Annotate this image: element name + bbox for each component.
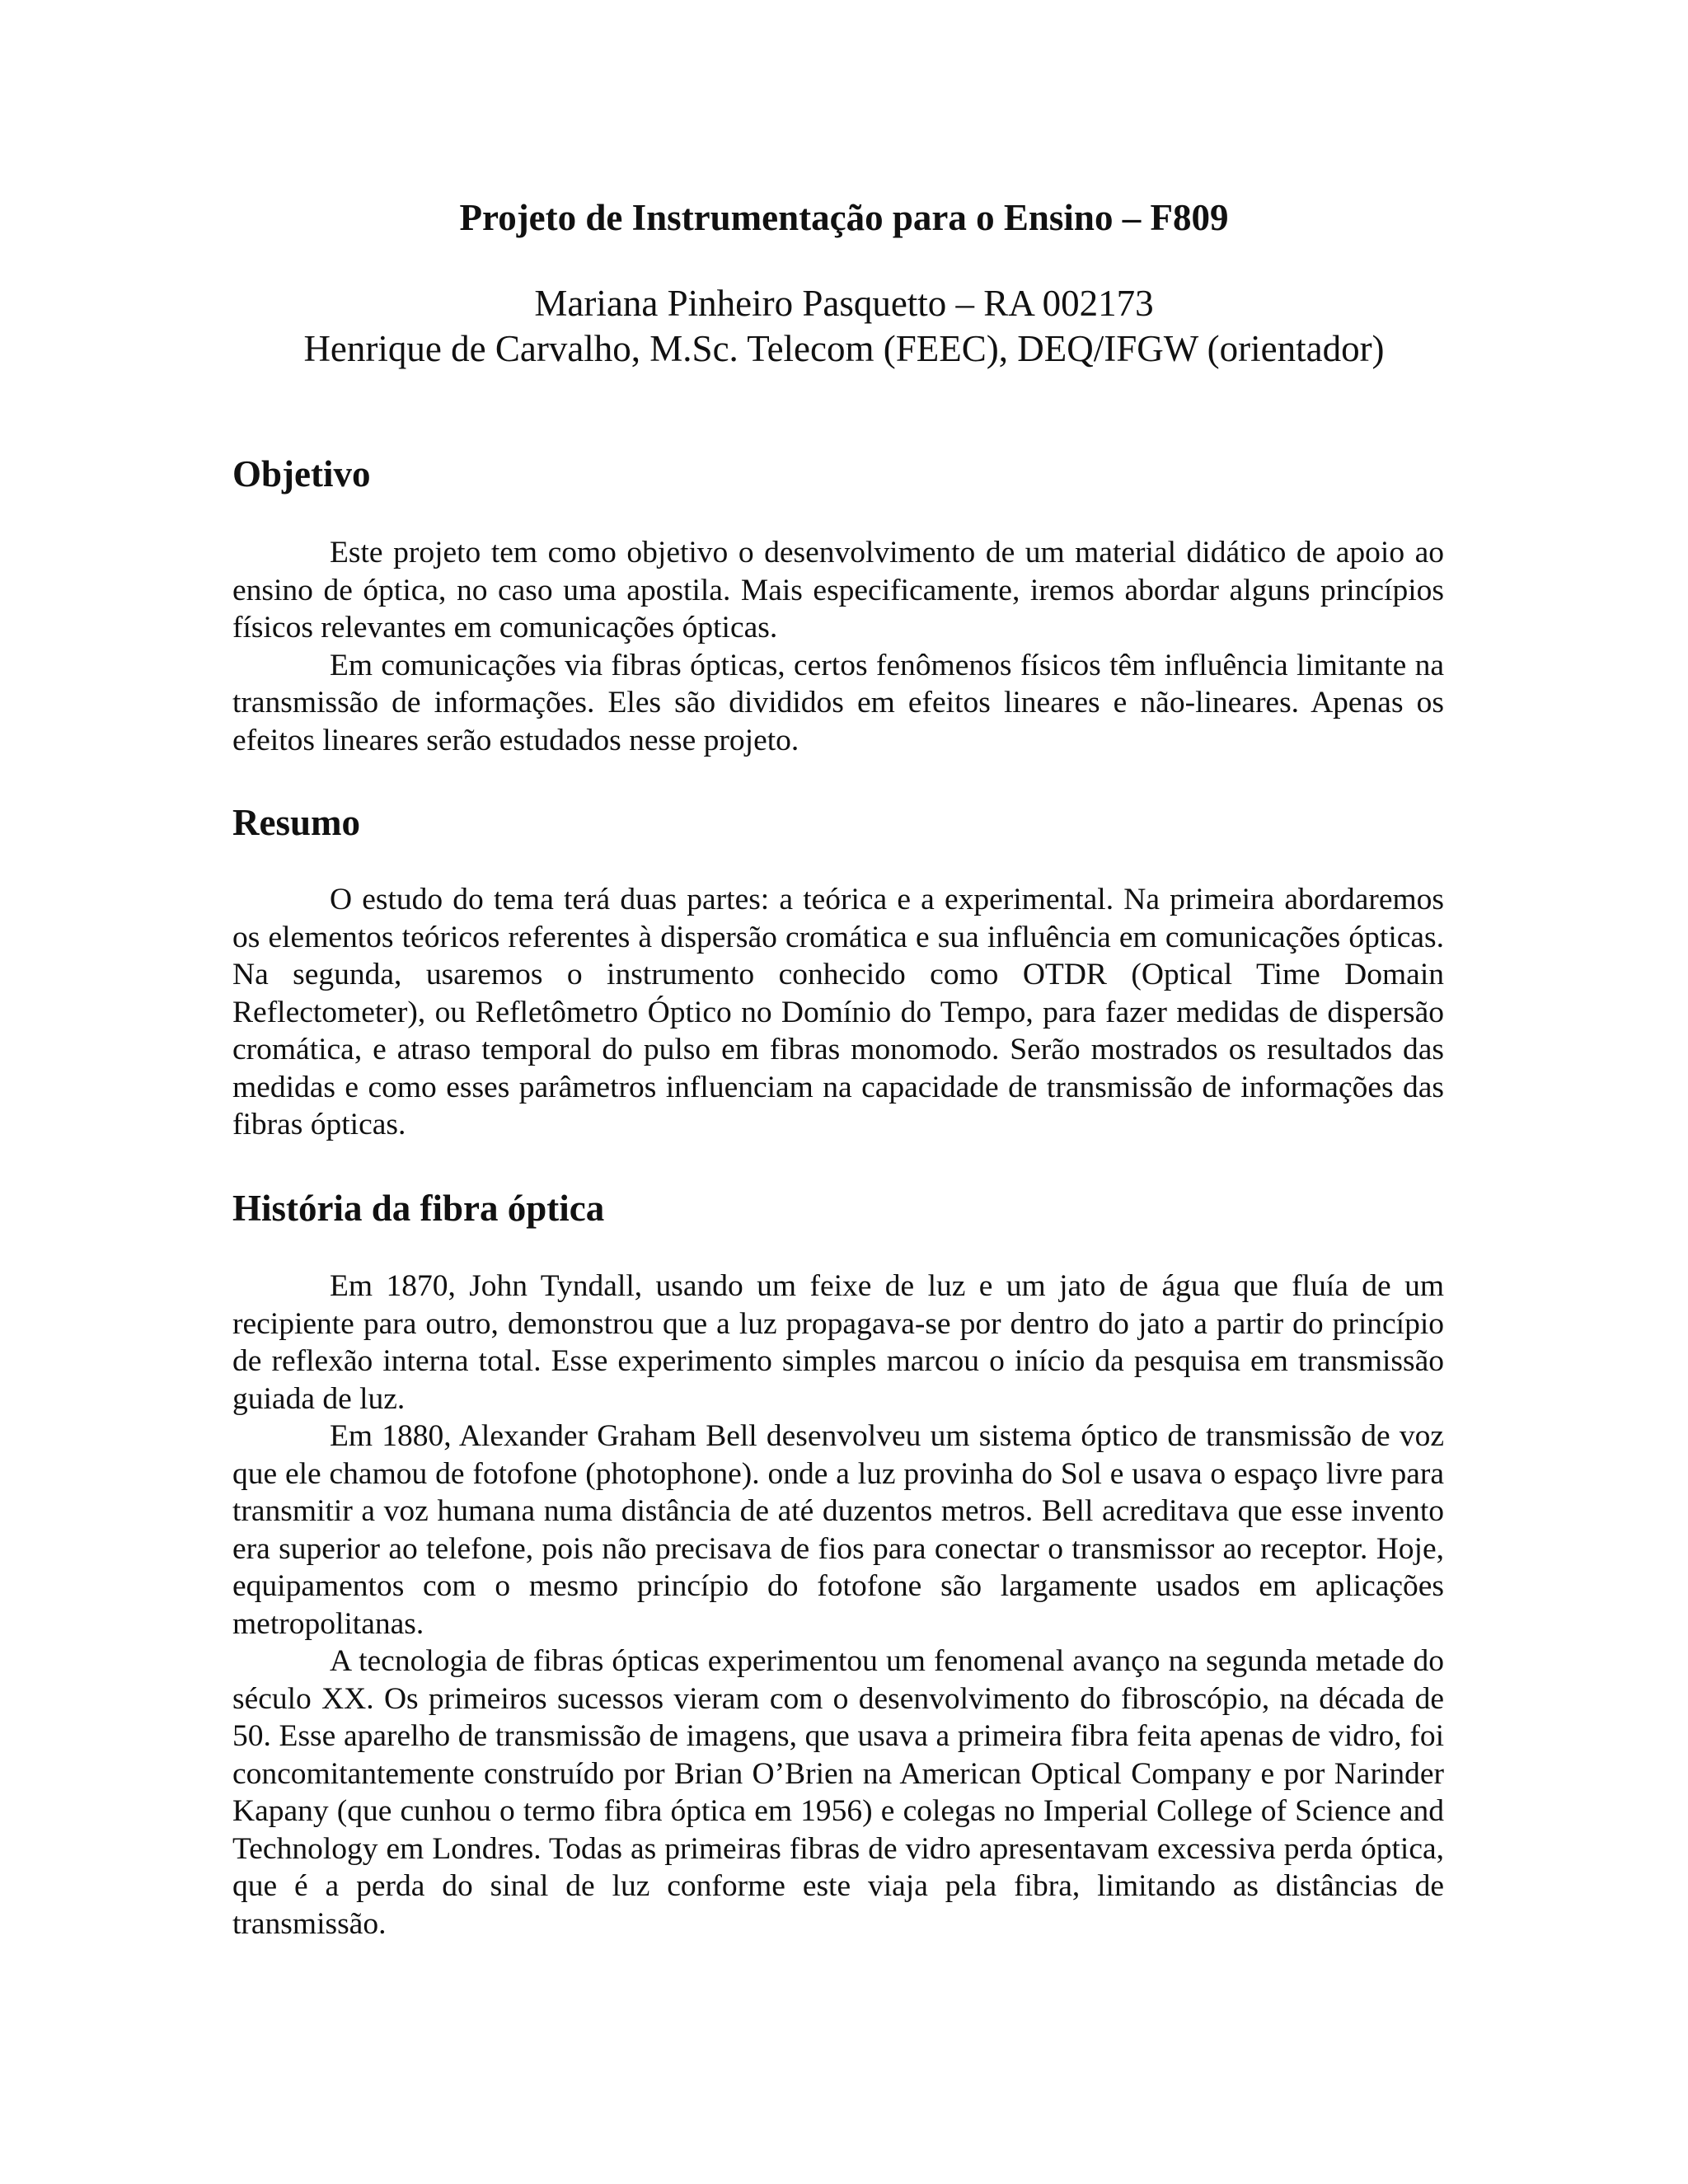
paragraph: Em 1870, John Tyndall, usando um feixe de luz e um jato de água que fluía de um recipiente para outro, demonstrou que a luz propagava-se por dentro do jato a partir do princípio de reflexão interna total. Esse experimento simples marcou o início da pesquisa em transmissão guiada de luz. <box>232 1269 1444 1416</box>
paragraph: Em comunicações via fibras ópticas, certos fenômenos físicos têm influência limitante na transmissão de informações. Eles são divididos em efeitos lineares e não-lineares. Apenas os efeitos lineares serão estudados nesse projeto. <box>232 648 1444 757</box>
section-heading-resumo: Resumo <box>232 802 360 843</box>
section-heading-objetivo: Objetivo <box>232 453 371 494</box>
section-body-objetivo <box>232 534 1444 759</box>
paragraph: A tecnologia de fibras ópticas experimentou um fenomenal avanço na segunda metade do século XX. Os primeiros sucessos vieram com o desenvolvimento do fibroscópio, na década de 50. Esse aparelho de transmissão de imagens, que usava a primeira fibra feita apenas de vidro, foi concomitantemente construído por Brian O’Brien na American Optical Company e por Narinder Kapany (que cunhou o termo fibra óptica em 1956) e colegas no Imperial College of Science and Technology em Londres. Todas as primeiras fibras de vidro apresentavam excessiva perda óptica, que é a perda do sinal de luz conforme este viaja pela fibra, limitando as distâncias de transmissão. <box>232 1644 1444 1941</box>
section-body-historia <box>232 1268 1444 1943</box>
document-title: Projeto de Instrumentação para o Ensino – F809 <box>459 197 1229 238</box>
paragraph: O estudo do tema terá duas partes: a teórica e a experimental. Na primeira abordaremos os elementos teóricos referentes à dispersão cromática e sua influência em comunicações ópticas. Na segunda, usaremos o instrumento conhecido como OTDR (Optical Time Domain Reflectometer), ou Refletômetro Óptico no Domínio do Tempo, para fazer medidas de dispersão cromática, e atraso temporal do pulso em fibras monomodo. Serão mostrados os resultados das medidas e como esses parâmetros influenciam na capacidade de transmissão de informações das fibras ópticas. <box>232 883 1444 1141</box>
paragraph: Em 1880, Alexander Graham Bell desenvolveu um sistema óptico de transmissão de voz que ele chamou de fotofone (photophone). onde a luz provinha do Sol e usava o espaço livre para transmitir a voz humana numa distância de até duzentos metros. Bell acreditava que esse invento era superior ao telefone, pois não precisava de fios para conectar o transmissor ao receptor. Hoje, equipamentos com o mesmo princípio do fotofone são largamente usados em aplicações metropolitanas. <box>232 1419 1444 1641</box>
section-heading-historia: História da fibra óptica <box>232 1188 605 1229</box>
author-line: Mariana Pinheiro Pasquetto – RA 002173 <box>534 283 1154 324</box>
paragraph: Este projeto tem como objetivo o desenvolvimento de um material didático de apoio ao ensino de óptica, no caso uma apostila. Mais especificamente, iremos abordar alguns princípios físicos relevantes em comunicações ópticas. <box>232 536 1444 644</box>
advisor-line: Henrique de Carvalho, M.Sc. Telecom (FEEC), DEQ/IFGW (orientador) <box>303 328 1385 369</box>
section-body-resumo <box>232 881 1444 1144</box>
